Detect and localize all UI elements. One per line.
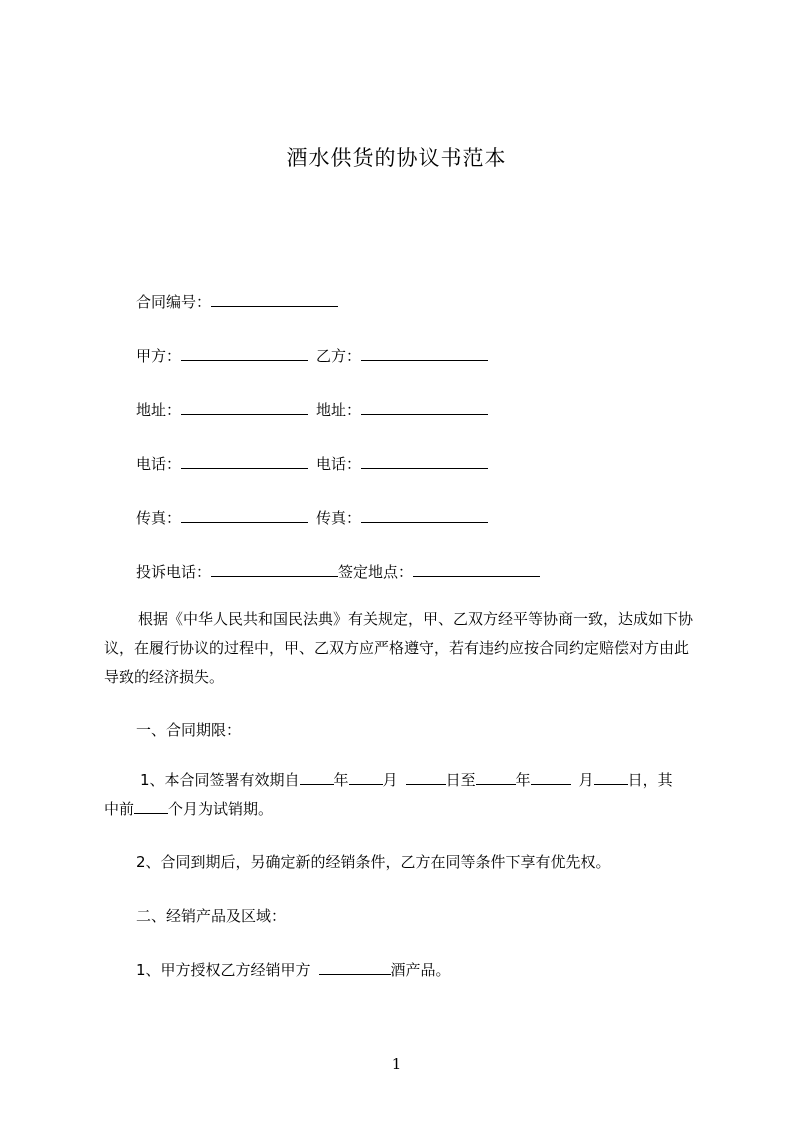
month-end-blank bbox=[531, 770, 571, 785]
product-name-blank bbox=[319, 960, 391, 975]
clause-2-1-end: 酒产品。 bbox=[390, 961, 451, 979]
party-a-blank bbox=[181, 346, 308, 361]
complaint-sign-row bbox=[136, 562, 540, 582]
address-b-label: 地址： bbox=[316, 401, 362, 419]
complaint-phone-blank bbox=[211, 562, 338, 577]
trial-period-suffix: 个月为试销期。 bbox=[168, 800, 274, 818]
address-a-blank bbox=[181, 400, 308, 415]
fax-a-label: 传真： bbox=[136, 509, 182, 527]
clause-1-1-start: 1、本合同签署有效期自 bbox=[140, 771, 300, 789]
month-start-blank bbox=[349, 770, 383, 785]
phone-a-blank bbox=[181, 454, 308, 469]
contract-number-label: 合同编号： bbox=[136, 293, 212, 311]
clause-1-1 bbox=[104, 766, 702, 824]
clause-2-1 bbox=[136, 960, 451, 980]
clause-1-2: 2、合同到期后，另确定新的经销条件，乙方在同等条件下享有优先权。 bbox=[136, 853, 611, 871]
year-start-label: 年 bbox=[333, 771, 349, 789]
trial-period-prefix: 中前 bbox=[104, 800, 135, 818]
sign-place-blank bbox=[413, 562, 540, 577]
day-start-blank bbox=[406, 770, 446, 785]
year-end-label: 年 bbox=[515, 771, 531, 789]
fax-row bbox=[136, 508, 488, 528]
year-end-blank bbox=[476, 770, 516, 785]
phone-b-blank bbox=[361, 454, 488, 469]
contract-number-blank bbox=[211, 292, 338, 307]
day-end-blank bbox=[594, 770, 628, 785]
month-end-label: 月 bbox=[578, 771, 594, 789]
contract-number-field bbox=[136, 292, 338, 312]
fax-b-label: 传真： bbox=[316, 509, 362, 527]
fax-b-blank bbox=[361, 508, 488, 523]
trial-months-blank bbox=[134, 799, 168, 814]
sign-place-label: 签定地点： bbox=[338, 563, 414, 581]
complaint-phone-label: 投诉电话： bbox=[136, 563, 212, 581]
document-title: 酒水供货的协议书范本 bbox=[286, 146, 507, 170]
fax-a-blank bbox=[181, 508, 308, 523]
address-b-blank bbox=[361, 400, 488, 415]
month-start-label: 月 bbox=[382, 771, 398, 789]
address-a-label: 地址： bbox=[136, 401, 182, 419]
phone-b-label: 电话： bbox=[316, 455, 362, 473]
clause-2-1-start: 1、甲方授权乙方经销甲方 bbox=[136, 961, 311, 979]
party-b-blank bbox=[361, 346, 488, 361]
year-start-blank bbox=[300, 770, 334, 785]
phone-a-label: 电话： bbox=[136, 455, 182, 473]
party-row bbox=[136, 346, 488, 366]
day-end-tail: 日，其 bbox=[627, 771, 673, 789]
intro-paragraph: 根据《中华人民共和国民法典》有关规定，甲、乙双方经平等协商一致，达成如下协议，在履行协议的过程中，甲、乙双方应严格遵守，若有违约应按合同约定赔偿对方由此导致的经济损失。 bbox=[104, 610, 694, 686]
day-start-to-label: 日至 bbox=[445, 771, 476, 789]
section-1-heading: 一、合同期限： bbox=[136, 721, 242, 739]
party-a-label: 甲方： bbox=[136, 347, 182, 365]
address-row bbox=[136, 400, 488, 420]
party-b-label: 乙方： bbox=[316, 347, 362, 365]
section-2-heading: 二、经销产品及区域： bbox=[136, 907, 287, 925]
phone-row bbox=[136, 454, 488, 474]
page-number: 1 bbox=[391, 1055, 402, 1073]
